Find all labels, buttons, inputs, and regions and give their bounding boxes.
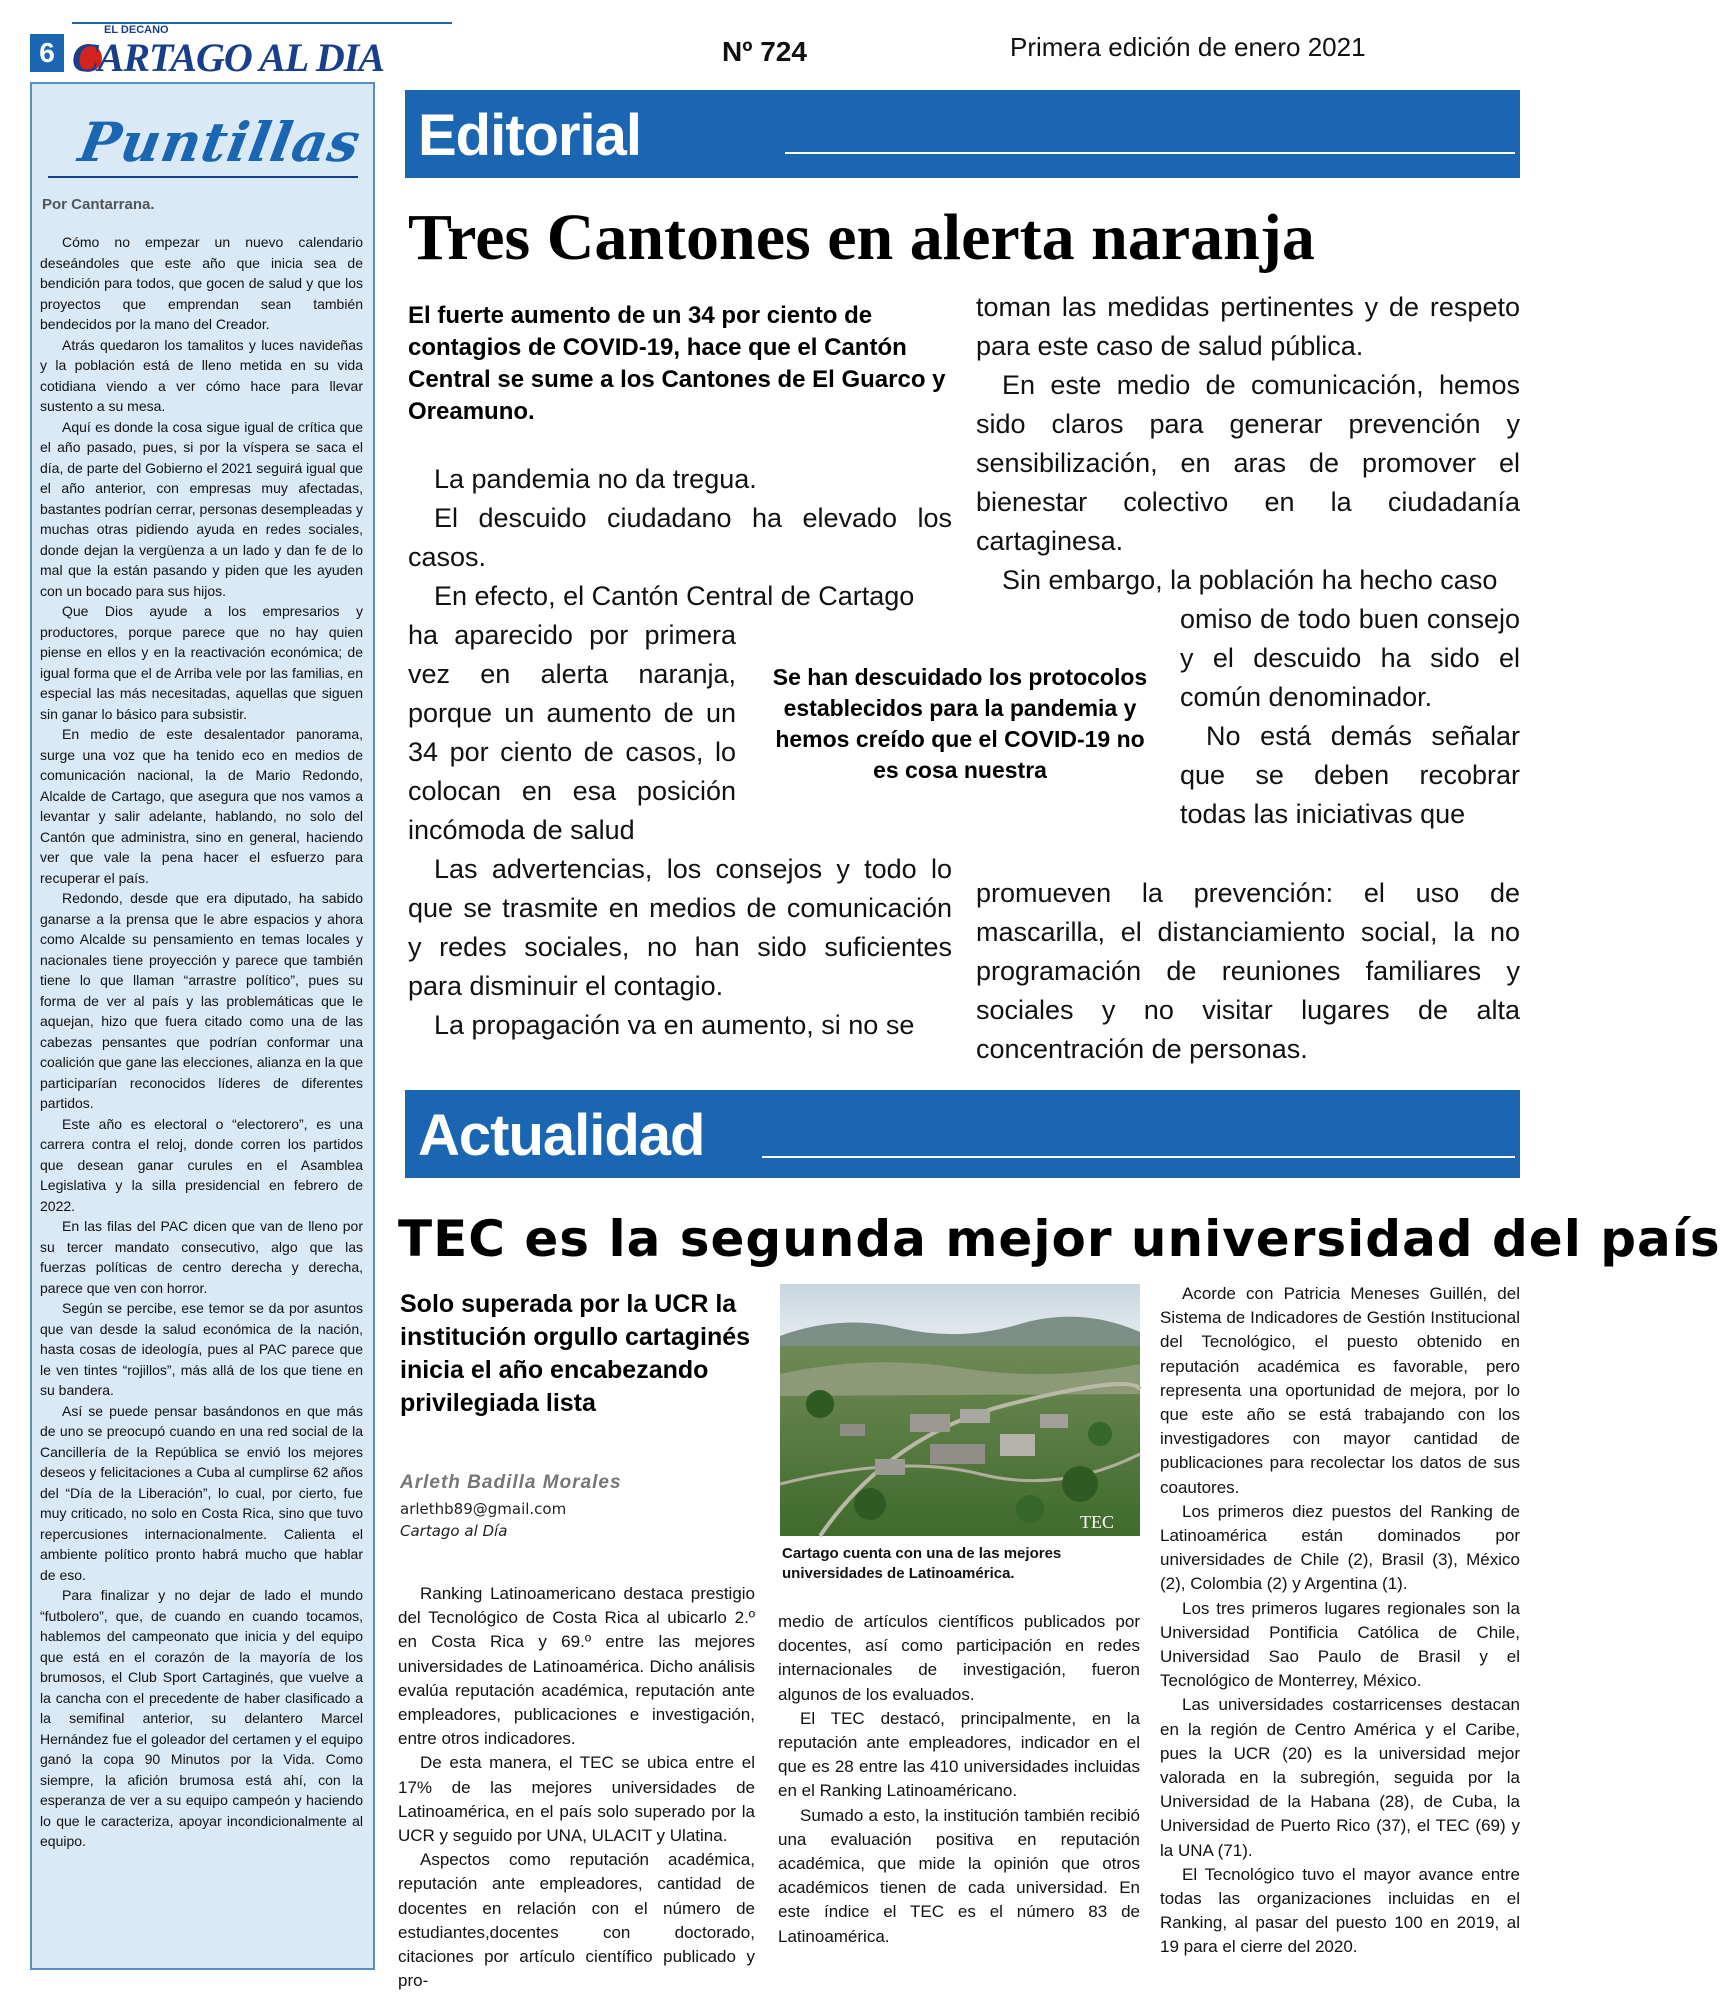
sidebar-paragraph: Así se puede pensar basándonos en que más de uno se preocupó cuando en una red social de la Cancillería de la República se envió los mejores deseos y felicitaciones a Cuba al cumplirse 62 años del “Día de la Liberación”, lo cual, por cierto, fue muy criticado, no solo en Costa Rica, sino que tuvo repercusiones internacionalmente. Calienta el ambiente político pronto habrá mucho que hablar de eso. (40, 1402, 363, 1583)
sidebar-paragraph: En las filas del PAC dicen que van de lleno por su tercer mandato consecutivo, algo que las fuerzas políticas de centro derecha y derecha, parece que ven con horror. (40, 1218, 363, 1296)
actualidad-col2 (778, 1610, 1140, 1949)
article-paragraph: Los primeros diez puestos del Ranking de Latinoamérica están dominados por universidades de Chile (2), Brasil (3), México (2), Colombia (2) y Argentina (1). (1160, 1501, 1520, 1594)
logo-tag: EL DECANO (104, 24, 169, 36)
actualidad-headline: TEC es la segunda mejor universidad del país (398, 1210, 1721, 1268)
actualidad-col1 (398, 1582, 755, 1993)
actualidad-section-label: Actualidad (418, 1103, 705, 1168)
editorial-paragraph: Las advertencias, los consejos y todo lo que se trasmite en medios de comunicación y redes sociales, no han sido suficientes para disminuir el contagio. (408, 854, 952, 1001)
editorial-col2-top (976, 288, 1520, 600)
sidebar-paragraph: Según se percibe, ese temor se da por asuntos que van desde la salud económica de la nación, hasta cosas de ideología, pues al PAC parece que le ven tintes “rojillos”, más allá de los que tiene en su bandera. (40, 1300, 363, 1398)
editorial-paragraph: En este medio de comunicación, hemos sido claros para generar prevención y sensibilización, en aras de promover el bienestar colectivo en la ciudadanía cartaginesa. (976, 370, 1520, 556)
sidebar-title-underline (48, 176, 358, 178)
article-paragraph: El Tecnológico tuvo el mayor avance entre todas las organizaciones incluidas en el Ranking, al pasar del puesto 100 en 2019, al 19 para el cierre del 2020. (1160, 1864, 1520, 1957)
actualidad-deck: Solo superada por la UCR la institución orgullo cartaginés inicia el año encabezando privilegiada lista (400, 1290, 751, 1417)
page-number: 6 (30, 34, 64, 72)
newspaper-logo[interactable] (72, 24, 384, 80)
sidebar-paragraph: Redondo, desde que era diputado, ha sabido ganarse a la prensa que le abre espacios y ahora como Alcalde su pensamiento en temas locales y nacionales tiene proyección y parece que también tiene lo que llaman “arrastre político”, pues su forma de ver al país y las problemáticas que le aquejan, hizo que fuera citado como una de las cabezas pensantes que podrían conformar una coalición que gane las elecciones, alianza en la que participarían reconocidos líderes de diferentes partidos. (40, 890, 363, 1111)
article-paragraph: El TEC destacó, principalmente, en la reputación ante empleadores, indicador en el que es 28 entre las 410 universidades incluidas en el Ranking Latinoaméricano. (778, 1708, 1140, 1801)
editorial-paragraph: El descuido ciudadano ha elevado los casos. (408, 503, 952, 572)
sidebar-body (40, 232, 363, 1852)
editorial-headline: Tres Cantones en alerta naranja (408, 201, 1315, 274)
editorial-paragraph: toman las medidas pertinentes y de respeto para este caso de salud pública. (976, 292, 1520, 361)
editorial-paragraph: Sin embargo, la población ha hecho caso (1002, 565, 1498, 595)
editorial-deck: El fuerte aumento de un 34 por ciento de contagios de COVID-19, hace que el Cantón Central se sume a los Cantones de El Guarco y Oreamuno. (408, 302, 946, 425)
issue-number: Nº 724 (722, 36, 807, 67)
actualidad-bar-rule (762, 1156, 1515, 1158)
photo-caption: Cartago cuenta con una de las mejores universidades de Latinoamérica. (782, 1545, 1062, 1582)
editorial-paragraph: ha aparecido por primera vez en alerta naranja, porque un aumento de un 34 por ciento de casos, lo colocan en esa posición incómoda de salud (408, 620, 736, 845)
logo-name: CARTAGO AL DIA (72, 35, 384, 80)
editorial-col2-wrap (1180, 600, 1520, 834)
sidebar-paragraph: Atrás quedaron los tamalitos y luces navideñas y la población está de lleno metida en su vida cotidiana viendo a ver cómo hace para llevar sustento a su mesa. (40, 336, 363, 414)
article-paragraph: Sumado a esto, la institución también recibió una evaluación positiva en reputación académica, que mide la opinión que otros académicos tienen de cada universidad. En este índice el TEC es el número 83 de Latinoamérica. (778, 1805, 1140, 1946)
editorial-paragraph: La pandemia no da tregua. (434, 464, 757, 494)
article-paragraph: Ranking Latinoamericano destaca prestigio del Tecnológico de Costa Rica al ubicarlo 2.º en Costa Rica y 69.º entre las mejores universidades de Latinoamérica. Dicho análisis evalúa reputación académica, reputación ante empleadores, publicaciones e investigación, entre otros indicadores. (398, 1584, 755, 1749)
author-name: Arleth Badilla Morales (400, 1472, 622, 1493)
editorial-paragraph: No está demás señalar que se deben recobrar todas las iniciativas que (1180, 721, 1520, 829)
edition-date: Primera edición de enero 2021 (1010, 32, 1366, 62)
article-paragraph: Los tres primeros lugares regionales son la Universidad Pontificia Católica de Chile, Universidad Sao Paulo de Brasil y el Tecnológico de Monterrey, México. (1160, 1598, 1520, 1691)
editorial-col1-wrap (408, 616, 736, 850)
article-paragraph: Acorde con Patricia Meneses Guillén, del Sistema de Indicadores de Gestión Institucional del Tecnológico, el puesto obtenido en reputación académica es favorable, pero representa una oportunidad de mejora, por lo que este año se está trabajando con los investigadores con mayor cantidad de publicaciones para recolectar los datos de sus coautores. (1160, 1284, 1520, 1497)
editorial-pullquote: Se han descuidado los protocolos establecidos para la pandemia y hemos creído que el COVID-19 no es cosa nuestra (772, 664, 1148, 783)
sidebar-paragraph: Para finalizar y no dejar de lado el mundo “futbolero”, que, de cuando en cuando tocamos, hablemos del campeonato que inicia y del equipo que está en el corazón de la mayoría de los brumosos, el Club Sport Cartaginés, que vuelve a la cancha con el precedente de haber clasificado a la semifinal anterior, su delantero Marcel Hernández fue el goleador del certamen y el equipo ganó la copa 90 Minutos por la Vida. Como siempre, la afición brumosa está ahí, con la esperanza de ver a su equipo campeón y haciendo lo que le caracteriza, apoyar incondicionalmente al equipo. (40, 1587, 363, 1849)
editorial-section-label: Editorial (418, 103, 642, 168)
editorial-paragraph: En efecto, el Cantón Central de Cartago (434, 581, 915, 611)
editorial-paragraph: omiso de todo buen consejo y el descuido ha sido el común denominador. (1180, 604, 1520, 712)
editorial-paragraph: promueven la prevención: el uso de mascarilla, el distanciamiento social, la no programación de reuniones familiares y sociales y no visitar lugares de alta concentración de personas. (976, 878, 1520, 1064)
article-paragraph: medio de artículos científicos publicados por docentes, así como participación en redes internacionales de investigación, fueron algunos de los evaluados. (778, 1612, 1140, 1704)
editorial-col1-top (408, 460, 952, 616)
editorial-paragraph: La propagación va en aumento, si no se (434, 1010, 915, 1040)
campus-aerial-image (780, 1284, 1140, 1536)
sidebar-paragraph: Aquí es donde la cosa sigue igual de crítica que el año pasado, pues, si por la víspera se saca el día, de parte del Gobierno el 2021 seguirá igual que el año anterior, con empresas muy afectadas, bastantes podrían cerrar, personas desempleadas y muchas otras pidiendo ayuda en redes sociales, donde dejan la vergüenza a un lado y dan fe de lo mal que la están pasando y piden que les ayuden con un bocado para sus hijos. (40, 418, 364, 599)
campus-photo (780, 1284, 1140, 1536)
article-paragraph: Aspectos como reputación académica, reputación ante empleadores, cantidad de docentes en relación con el número de estudiantes,docentes con doctorado, citaciones por artículo científico publicado y pro- (398, 1850, 755, 1991)
article-paragraph: Las universidades costarricenses destacan en la región de Centro América y el Caribe, pues la UCR (20) es la universidad mejor valorada en la subregión, seguida por la Universidad de la Habana (28), de Cuba, la Universidad de Puerto Rico (37), el TEC (69) y la UNA (71). (1160, 1695, 1520, 1860)
sidebar-paragraph: En medio de este desalentador panorama, surge una voz que ha tenido eco en medios de comunicación nacional, la de Mario Redondo, Alcalde de Cartago, que asegura que nos vamos a levantar y salir adelante, hablando, no solo del Cantón que administra, sino en general, haciendo ver que vale la pena hacer el esfuerzo para recuperar el país. (40, 726, 363, 886)
author-email[interactable]: arlethb89@gmail.com (400, 1500, 567, 1518)
author-outlet: Cartago al Día (400, 1522, 508, 1540)
article-paragraph: De esta manera, el TEC se ubica entre el 17% de las mejores universidades de Latinoamérica, en el país solo superado por la UCR y seguido por UNA, ULACIT y Ulatina. (398, 1753, 755, 1846)
editorial-col2-bottom (976, 874, 1520, 1069)
sidebar-byline: Por Cantarrana. (42, 196, 155, 213)
sidebar-paragraph: Que Dios ayude a los empresarios y productores, porque parece que no hay quien piense en ellos y en la reactivación económica; de igual forma que el de Arriba vele por las familias, en especial las más necesitadas, aquellas que siguen sin ganar lo básico para subsistir. (40, 603, 363, 722)
photo-watermark: TEC (1080, 1512, 1114, 1532)
sidebar-paragraph: Este año es electoral o “electorero”, es una carrera contra el reloj, donde corren los partidos que desean ganar curules en el Asamblea Legislativa y la silla presidencial en febrero de 2022. (40, 1115, 363, 1214)
editorial-bar-rule (785, 152, 1515, 154)
actualidad-col3 (1160, 1282, 1520, 1960)
editorial-col1-bottom (408, 850, 952, 1045)
sidebar-title: Puntillas (74, 110, 366, 174)
sidebar-paragraph: Cómo no empezar un nuevo calendario deseándoles que este año que inicia sea de bendición para todos, que gocen de salud y que los proyectos que emprendan sean también bendecidos por la mano del Creador. (40, 234, 363, 332)
